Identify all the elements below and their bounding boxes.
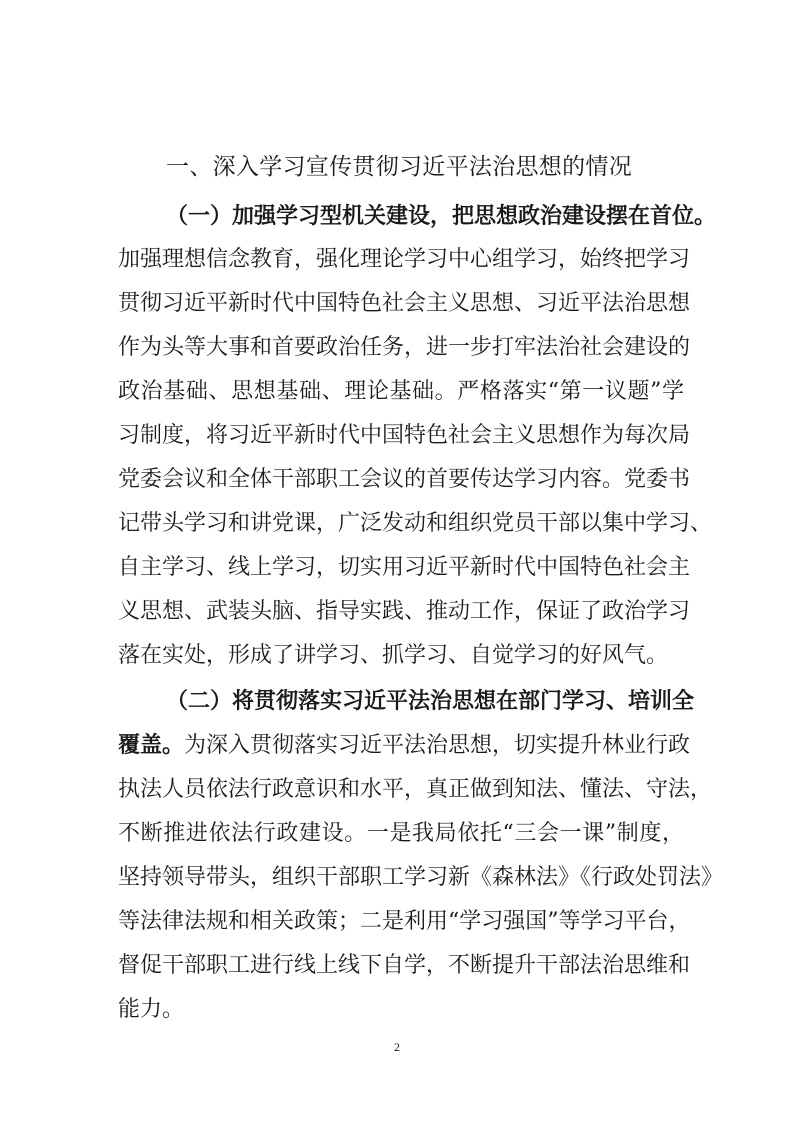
paragraph-2-title: （二）将贯彻落实习近平法治思想在部门学习、培训全: [166, 689, 695, 714]
paragraph-2-line: 坚持领导带头，组织干部职工学习新《森林法》《行政处罚法》: [118, 865, 724, 890]
paragraph-2-line-text: 为深入贯彻落实习近平法治思想，切实提升林业行政: [184, 733, 691, 758]
paragraph-1-line: 党委会议和全体干部职工会议的首要传达学习内容。党委书: [118, 467, 691, 492]
paragraph-1-line: 落在实处，形成了讲学习、抓学习、自觉学习的好风气。: [118, 643, 669, 668]
paragraph-2-line: [118, 729, 691, 763]
page-number: 2: [394, 1040, 400, 1054]
paragraph-1-title: （一）加强学习型机关建设，把思想政治建设摆在首位。: [166, 204, 717, 229]
paragraph-2-line: 执法人员依法行政意识和水平，真正做到知法、懂法、守法，: [118, 777, 713, 802]
paragraph-2-line: 不断推进依法行政建设。一是我局依托“三会一课”制度，: [118, 821, 684, 846]
paragraph-1-line: 作为头等大事和首要政治任务，进一步打牢法治社会建设的: [118, 335, 691, 360]
paragraph-1-line: 自主学习、线上学习，切实用习近平新时代中国特色社会主: [118, 555, 691, 580]
paragraph-2-line: 能力。: [118, 997, 185, 1022]
section-heading: 一、深入学习宣传贯彻习近平法治思想的情况: [166, 154, 632, 180]
paragraph-2-line: 等法律法规和相关政策；二是利用“学习强国”等学习平台，: [118, 909, 691, 934]
paragraph-2-title-end: 覆盖。: [118, 733, 185, 758]
paragraph-1-line: 贯彻习近平新时代中国特色社会主义思想、习近平法治思想: [118, 291, 691, 316]
paragraph-1-line: 义思想、武装头脑、指导实践、推动工作，保证了政治学习: [118, 599, 691, 624]
paragraph-2-line: 督促干部职工进行线上线下自学，不断提升干部法治思维和: [118, 953, 691, 978]
paragraph-1-line: 记带头学习和讲党课，广泛发动和组织党员干部以集中学习、: [118, 511, 713, 536]
paragraph-1-line: 习制度，将习近平新时代中国特色社会主义思想作为每次局: [118, 423, 691, 448]
paragraph-1-line: 政治基础、思想基础、理论基础。严格落实“第一议题”学: [118, 379, 684, 404]
paragraph-1-line: 加强理想信念教育，强化理论学习中心组学习，始终把学习: [118, 247, 691, 272]
